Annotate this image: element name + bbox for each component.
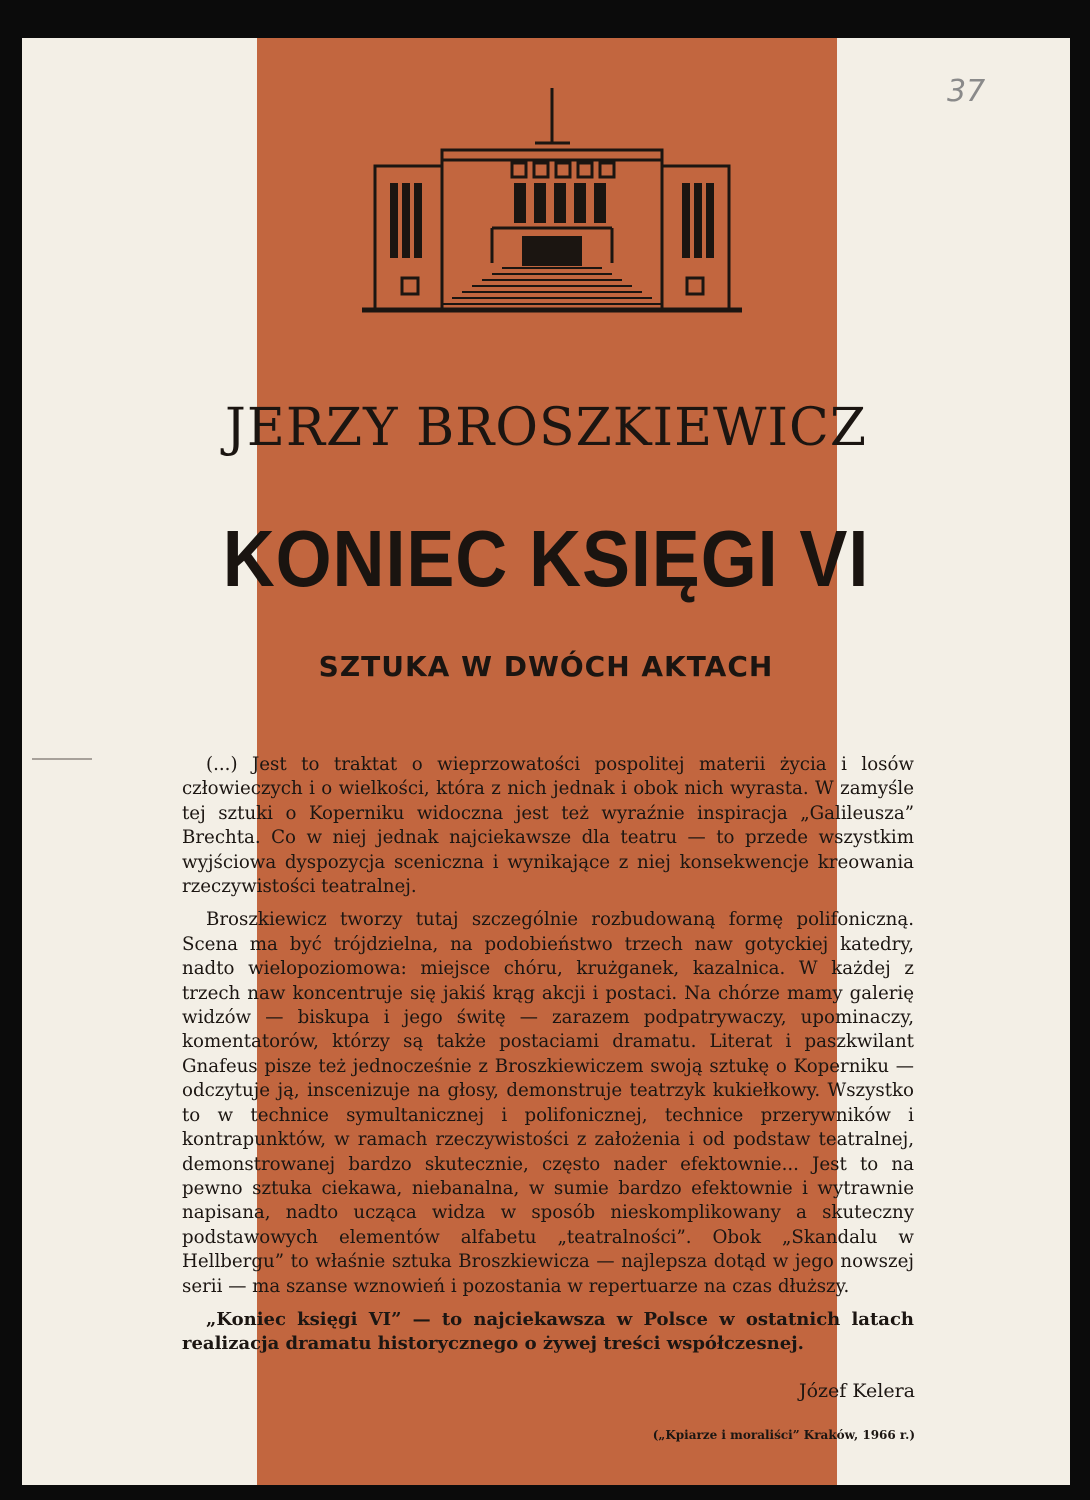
theatre-building-icon — [342, 88, 762, 328]
play-subtitle: SZTUKA W DWÓCH AKTACH — [318, 650, 774, 683]
review-paragraph: (...) Jest to traktat o wieprzowatości pospolitej materii życia i losów człowieczych i o wielkości, która z nich jednak i obok nich wyrasta. W zamyśle tej sztuki o Koperniku widoczna jest też wyraźnie inspiracja „Galileusza” Brechta. Co w niej jednak najciekawsze dla teatru — to przede wszystkim wyjściowa dyspozycja sceniczna i wynikające z niej konsekwencje kreowania rzeczywistości teatralnej. — [182, 754, 914, 898]
stray-pencil-mark — [32, 758, 92, 760]
poster-sheet — [22, 38, 1070, 1485]
play-title: KONIEC KSIĘGI VI — [222, 514, 870, 603]
author-name: JERZY BROSZKIEWICZ — [225, 398, 867, 458]
review-paragraph: Broszkiewicz tworzy tutaj szczególnie rozbudowaną formę polifoniczną. Scena ma być trójdzielna, na podobieństwo trzech naw gotyckiej katedry, nadto wielopoziomowa: miejsce chóru, krużganek, kazalnica. W każdej z trzech naw koncentruje się jakiś krąg akcji i postaci. Na chórze mamy galerię widzów — biskupa i jego świtę — zarazem podpatrywaczy, upominaczy, komentatorów, którzy są także postaciami dramatu. Literat i paszkwilant Gnafeus pisze też jednocześnie z Broszkiewiczem swoją sztukę o Koperniku — odczytuje ją, inscenizuje na głosy, demonstruje teatrzyk kukiełkowy. Wszystko to w technice symultanicznej i polifonicznej, technice przerywników i kontrapunktów, w ramach rzeczywistości z założenia i od podstaw teatralnej, demonstrowanej bardzo skutecznie, często nader efektownie... Jest to na pewno sztuka ciekawa, niebanalna, w sumie bardzo efektownie i wytrawnie napisana, nadto ucząca widza w sposób nieskomplikowany a skuteczny podstawowych elementów alfabetu „teatralności”. Obok „Skandalu w Hellbergu” to właśnie sztuka Broszkiewicza — najlepsza dotąd w jego nowszej serii — ma szanse wznowień i pozostania w repertuarze na czas dłuższy. — [182, 909, 914, 1297]
archive-number: 37 — [947, 74, 986, 109]
source-citation: („Kpiarze i moraliści” Kraków, 1966 r.) — [652, 1428, 915, 1442]
review-conclusion: „Koniec księgi VI” — to najciekawsza w Polsce w ostatnich latach realizacja dramatu historycznego o żywej treści współczesnej. — [182, 1308, 914, 1355]
review-text — [182, 753, 914, 1366]
reviewer-signature: Józef Kelera — [798, 1380, 915, 1402]
